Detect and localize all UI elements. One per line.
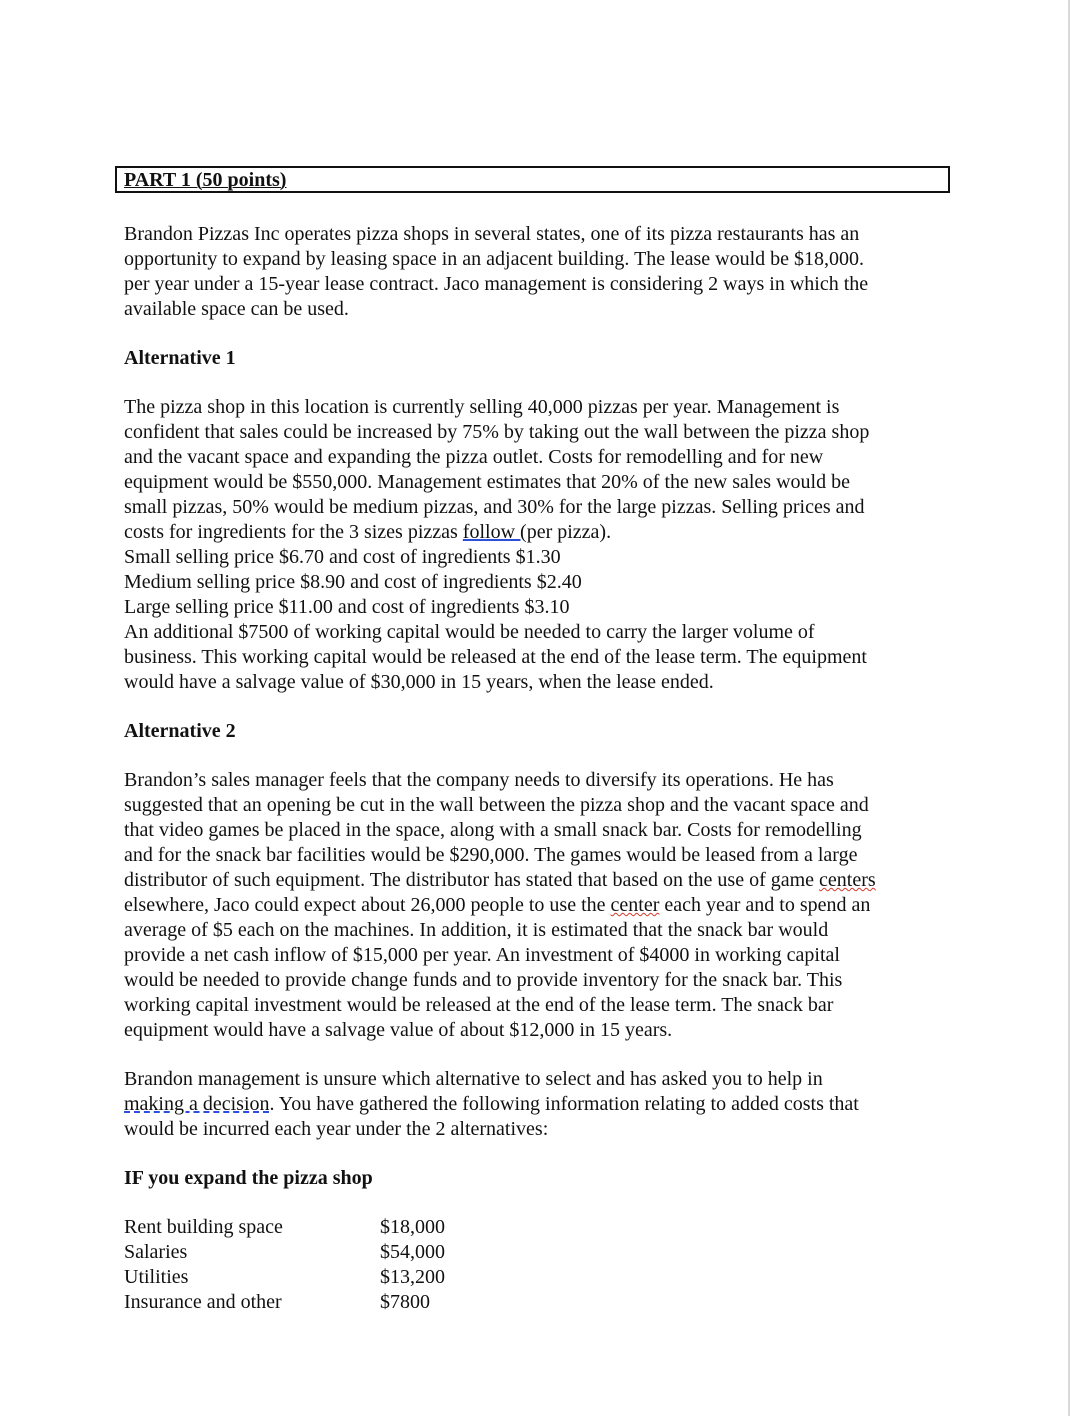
table-row bbox=[124, 1265, 445, 1290]
text-line: Small selling price $6.70 and cost of ingredients $1.30 bbox=[124, 546, 561, 568]
alternative-2-paragraph bbox=[124, 768, 944, 1043]
part-title-box bbox=[115, 166, 950, 193]
document-body bbox=[124, 222, 944, 1315]
spelling-flag[interactable]: centers bbox=[819, 869, 876, 891]
text-line: Large selling price $11.00 and cost of ingredients $3.10 bbox=[124, 596, 570, 618]
alternative-1-paragraph bbox=[124, 395, 944, 695]
text-line: per year under a 15-year lease contract. Jaco management is considering 2 ways in which the bbox=[124, 273, 869, 295]
cost-value: $54,000 bbox=[380, 1241, 445, 1263]
cost-label: Salaries bbox=[124, 1241, 188, 1263]
text-line: available space can be used. bbox=[124, 298, 349, 320]
text-line: Brandon’s sales manager feels that the company needs to diversify its operations. He has bbox=[124, 769, 834, 791]
text-line bbox=[124, 893, 944, 918]
text-line: An additional $7500 of working capital would be needed to carry the larger volume of bbox=[124, 621, 815, 643]
text-line: business. This working capital would be released at the end of the lease term. The equipment bbox=[124, 646, 867, 668]
text-line: provide a net cash inflow of $15,000 per year. An investment of $4000 in working capital bbox=[124, 944, 840, 966]
closing-paragraph bbox=[124, 1067, 944, 1142]
text-segment: distributor of such equipment. The distributor has stated that based on the use of game bbox=[124, 869, 820, 891]
text-line: and the vacant space and expanding the pizza outlet. Costs for remodelling and for new bbox=[124, 446, 824, 468]
text-line: would be needed to provide change funds and to provide inventory for the snack bar. This bbox=[124, 969, 843, 991]
text-line: The pizza shop in this location is currently selling 40,000 pizzas per year. Management is bbox=[124, 396, 840, 418]
text-line: would have a salvage value of $30,000 in 15 years, when the lease ended. bbox=[124, 671, 714, 693]
text-line: and for the snack bar facilities would be $290,000. The games would be leased from a large bbox=[124, 844, 858, 866]
alternative-1-heading: Alternative 1 bbox=[124, 347, 236, 369]
grammar-flag[interactable]: making a decision bbox=[124, 1093, 270, 1115]
text-line: Medium selling price $8.90 and cost of ingredients $2.40 bbox=[124, 571, 582, 593]
cost-value: $18,000 bbox=[380, 1216, 445, 1238]
table-row bbox=[124, 1240, 445, 1265]
text-line: Brandon Pizzas Inc operates pizza shops in several states, one of its pizza restaurants has an bbox=[124, 223, 860, 245]
cost-label: Insurance and other bbox=[124, 1291, 282, 1313]
text-line: suggested that an opening be cut in the wall between the pizza shop and the vacant space and bbox=[124, 794, 869, 816]
text-segment: . You have gathered the following information relating to added costs that bbox=[269, 1093, 859, 1115]
intro-paragraph bbox=[124, 222, 944, 322]
text-line: confident that sales could be increased by 75% by taking out the wall between the pizza shop bbox=[124, 421, 870, 443]
cost-value: $13,200 bbox=[380, 1266, 445, 1288]
text-line: equipment would be $550,000. Management estimates that 20% of the new sales would be bbox=[124, 471, 850, 493]
text-line bbox=[124, 520, 944, 545]
text-line bbox=[124, 868, 944, 893]
text-line: opportunity to expand by leasing space in an adjacent building. The lease would be $18,000. bbox=[124, 248, 865, 270]
text-line: working capital investment would be released at the end of the lease term. The snack bar bbox=[124, 994, 834, 1016]
text-line bbox=[124, 1092, 944, 1117]
text-line: that video games be placed in the space, along with a small snack bar. Costs for remodelling bbox=[124, 819, 862, 841]
text-segment: costs for ingredients for the 3 sizes pizzas bbox=[124, 521, 463, 543]
table-row bbox=[124, 1290, 445, 1315]
text-line: would be incurred each year under the 2 alternatives: bbox=[124, 1118, 549, 1140]
cost-label: Rent building space bbox=[124, 1216, 283, 1238]
alternative-2-heading: Alternative 2 bbox=[124, 720, 236, 742]
spelling-flag[interactable]: center bbox=[610, 894, 660, 916]
text-line: average of $5 each on the machines. In addition, it is estimated that the snack bar would bbox=[124, 919, 829, 941]
added-costs-table bbox=[124, 1215, 445, 1315]
text-segment: per pizza). bbox=[526, 521, 612, 543]
text-line: small pizzas, 50% would be medium pizzas, and 30% for the large pizzas. Selling prices and bbox=[124, 496, 865, 518]
text-segment: elsewhere, Jaco could expect about 26,000 people to use the bbox=[124, 894, 611, 916]
grammar-flag[interactable]: follow ( bbox=[462, 521, 527, 543]
part-title: PART 1 (50 points) bbox=[124, 169, 287, 191]
cost-value: $7800 bbox=[380, 1291, 430, 1313]
text-line: Brandon management is unsure which alternative to select and has asked you to help in bbox=[124, 1068, 823, 1090]
table-row bbox=[124, 1215, 445, 1240]
expand-pizza-shop-heading: IF you expand the pizza shop bbox=[124, 1167, 373, 1189]
text-line: equipment would have a salvage value of about $12,000 in 15 years. bbox=[124, 1019, 673, 1041]
cost-label: Utilities bbox=[124, 1266, 189, 1288]
text-segment: each year and to spend an bbox=[659, 894, 871, 916]
